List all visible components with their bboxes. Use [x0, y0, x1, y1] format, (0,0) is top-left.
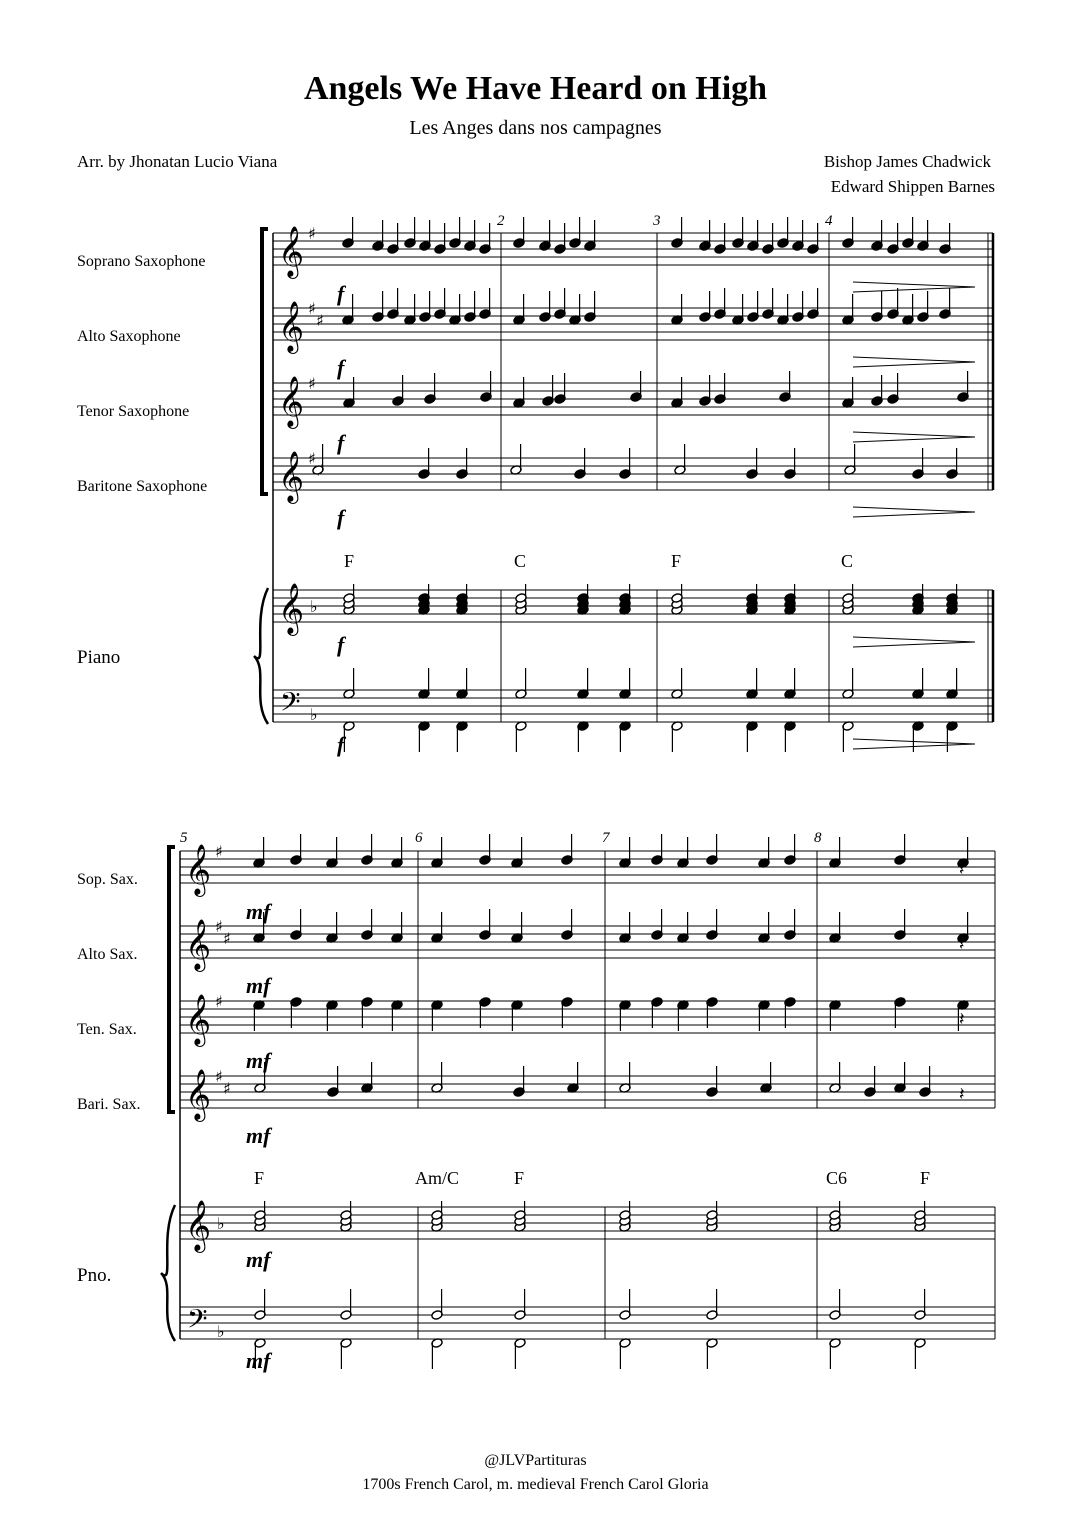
piano-brace	[161, 1205, 175, 1341]
measure-number: 4	[825, 213, 833, 229]
decrescendo-hairpin	[853, 432, 975, 442]
chord-symbol: C6	[826, 1168, 848, 1188]
treble-clef: 𝄞	[185, 919, 212, 970]
quarter-rest: 𝄽	[959, 1084, 965, 1105]
notes	[253, 217, 969, 1369]
treble-clef: 𝄞	[278, 376, 305, 427]
instrument-label-pno-short: Pno.	[77, 1265, 112, 1286]
treble-clef: 𝄞	[278, 451, 305, 502]
instrument-label-sop-short: Sop. Sax.	[77, 871, 138, 888]
key-signature: ♭	[217, 1322, 225, 1341]
measure-number: 7	[602, 830, 610, 846]
key-signature: ♯	[215, 842, 223, 861]
chord-symbol: F	[671, 551, 682, 571]
dynamic-mark: f	[337, 732, 345, 757]
composer-credit-2: Edward Shippen Barnes	[830, 177, 995, 196]
dynamic-mark: f	[337, 430, 345, 455]
instrument-label-bari-short: Bari. Sax.	[77, 1096, 141, 1113]
footer-source: 1700s French Carol, m. medieval French Carol Gloria	[362, 1476, 709, 1493]
score-subtitle: Les Anges dans nos campagnes	[409, 117, 662, 139]
instrument-label-piano: Piano	[77, 647, 121, 668]
key-signature: ♯	[215, 992, 223, 1011]
chord-symbol: Am/C	[415, 1168, 460, 1188]
key-signature: ♯	[215, 1067, 223, 1086]
chord-symbol: F	[514, 1168, 525, 1188]
arranger-credit: Arr. by Jhonatan Lucio Viana	[77, 152, 278, 171]
chord-symbol: F	[344, 551, 355, 571]
composer-credit-1: Bishop James Chadwick	[823, 152, 991, 171]
chord-symbol: F	[254, 1168, 265, 1188]
key-signature: ♯	[223, 1079, 231, 1098]
measure-number: 3	[653, 213, 661, 229]
dynamic-mark: f	[337, 355, 345, 380]
score-title: Angels We Have Heard on High	[303, 70, 768, 107]
chord-symbol: C	[841, 551, 854, 571]
bass-clef: 𝄢	[280, 686, 301, 724]
key-signature: ♭	[310, 705, 318, 724]
dynamic-mark: mf	[246, 1247, 271, 1272]
measure-number: 6	[415, 830, 423, 846]
decrescendo-hairpin	[853, 507, 975, 517]
treble-clef: 𝄞	[185, 1200, 212, 1251]
instrument-label-alto: Alto Saxophone	[77, 328, 181, 345]
key-signature: ♯	[316, 311, 324, 330]
instrument-label-soprano: Soprano Saxophone	[77, 253, 206, 270]
chord-symbol: C	[514, 551, 527, 571]
key-signature: ♯	[308, 224, 316, 243]
quarter-rest: 𝄽	[959, 1009, 965, 1030]
key-signature: ♯	[308, 374, 316, 393]
dynamic-mark: f	[337, 505, 345, 530]
dynamic-mark: mf	[246, 1348, 271, 1373]
decrescendo-hairpin	[853, 637, 975, 647]
key-signature: ♯	[308, 449, 316, 468]
decrescendo-hairpin	[853, 282, 975, 292]
treble-clef: 𝄞	[278, 301, 305, 352]
quarter-rest: 𝄽	[959, 934, 965, 955]
section-bracket	[262, 229, 268, 494]
footer-credit: @JLVPartituras	[484, 1452, 587, 1469]
decrescendo-hairpin	[853, 357, 975, 367]
measure-number: 2	[497, 213, 505, 229]
bass-clef: 𝄢	[187, 1303, 208, 1341]
dynamic-mark: mf	[246, 973, 271, 998]
dynamic-mark: mf	[246, 1123, 271, 1148]
section-bracket	[169, 847, 175, 1112]
dynamic-mark: mf	[246, 899, 271, 924]
instrument-label-ten-short: Ten. Sax.	[77, 1021, 137, 1038]
piano-brace	[254, 588, 268, 724]
treble-clef: 𝄞	[185, 1069, 212, 1120]
dynamic-mark: f	[337, 281, 345, 306]
measure-number: 8	[814, 830, 822, 846]
instrument-label-alto-short: Alto Sax.	[77, 946, 138, 963]
measure-number: 5	[180, 830, 188, 846]
key-signature: ♯	[308, 299, 316, 318]
instrument-label-baritone: Baritone Saxophone	[77, 478, 208, 495]
treble-clef: 𝄞	[278, 226, 305, 277]
instrument-label-tenor: Tenor Saxophone	[77, 403, 190, 420]
treble-clef: 𝄞	[185, 994, 212, 1045]
key-signature: ♭	[217, 1214, 225, 1233]
quarter-rest: 𝄽	[959, 859, 965, 880]
treble-clef: 𝄞	[278, 583, 305, 634]
chord-symbol: F	[920, 1168, 931, 1188]
dynamic-mark: mf	[246, 1048, 271, 1073]
key-signature: ♯	[215, 917, 223, 936]
treble-clef: 𝄞	[185, 844, 212, 895]
key-signature: ♭	[310, 597, 318, 616]
key-signature: ♯	[223, 929, 231, 948]
dynamic-mark: f	[337, 632, 345, 657]
